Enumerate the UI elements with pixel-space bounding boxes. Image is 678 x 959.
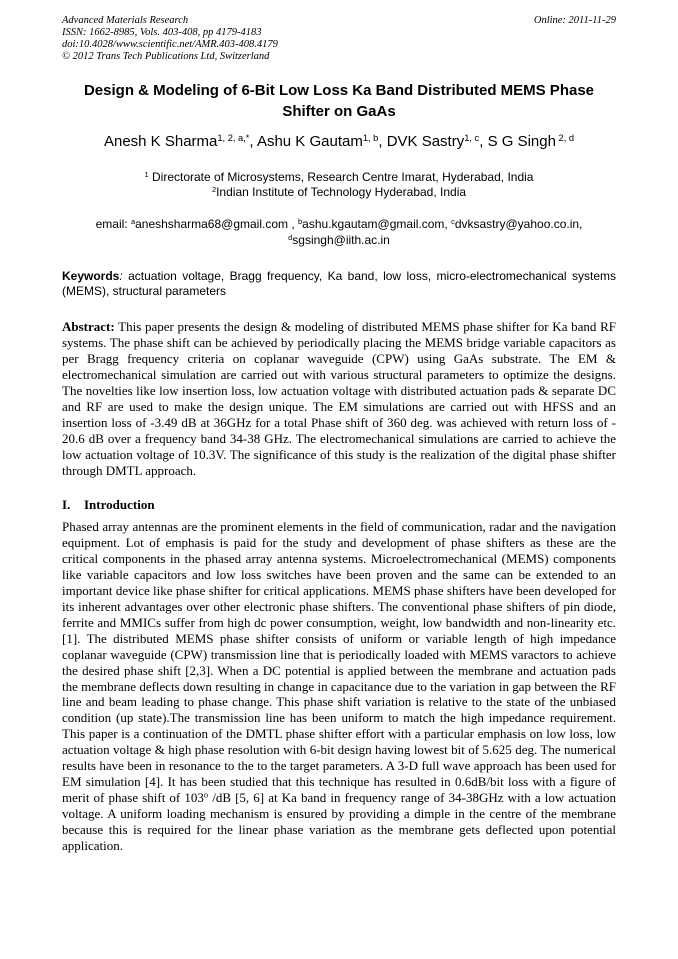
abstract-text: This paper presents the design & modeling of distributed MEMS phase shifter for Ka band RF systems. The phase shift can be achieved by periodically placing the MEMS bridge variable capacitors as per Bragg frequency criteria on coplanar waveguide (CPW) using GaAs substrate. The EM & electromechanical simulation are carried out with various structural parameters to optimize the designs. The novelties like low insertion loss, low actuation voltage with distributed actuation pads & separate DC and RF are used to make the design unique. The EM simulations are carried out with HFSS and an insertion loss of -3.49 dB at 36GHz for a total Phase shift of 360 deg. was achieved with return loss of - 20.6 dB over a frequency band 34-38 GHz. The electromechanical simulations are carried to achieve the low actuation voltage of 10.3V. The significance of this study is the realization of the digital phase shifter through DMTL approach.: [62, 319, 616, 478]
affiliation: [62, 170, 616, 185]
online-date: Online: 2011-11-29: [533, 15, 616, 26]
affiliation-num: 1: [144, 169, 149, 179]
journal-copyright: © 2012 Trans Tech Publications Ltd, Switzerland: [62, 51, 270, 62]
author-name: DVK Sastry: [386, 133, 465, 150]
email-address[interactable]: sgsingh@iith.ac.in: [292, 233, 390, 247]
journal-header: [62, 15, 278, 63]
author-name: Anesh K Sharma: [103, 133, 218, 150]
author-sep: ,: [479, 133, 488, 150]
keywords-colon: :: [119, 269, 123, 283]
intro-text-part: /dB [5, 6] at Ka band in frequency range of 34-38GHz with a low actuation voltage. A uniform loading mechanism is ensured by providing a dimple in the centre of the membrane because this is required for the linear phase variation as the membrane gets deflected upon potential application.: [62, 790, 616, 854]
email-list: [62, 216, 616, 248]
affiliation-text: Directorate of Microsystems, Research Centre Imarat, Hyderabad, India: [148, 170, 534, 184]
affiliation-text: Indian Institute of Technology Hyderabad, India: [216, 185, 467, 199]
keywords-text: actuation voltage, Bragg frequency, Ka band, low loss, micro-electromechanical systems (MEMS), structural parameters: [62, 269, 616, 298]
affiliation: [62, 185, 616, 200]
email-sup: a: [130, 216, 136, 226]
keywords: [62, 269, 616, 299]
author-sup: 1, 2, a,*: [217, 132, 250, 143]
email-sep: ,: [288, 217, 299, 231]
email-sup: c: [451, 216, 455, 226]
author-name: Ashu K Gautam: [256, 133, 363, 150]
section-title: Introduction: [84, 497, 155, 512]
author-list: [62, 132, 616, 152]
email-address[interactable]: dvksastry@yahoo.co.in,: [454, 217, 583, 231]
author-sep: ,: [378, 133, 387, 150]
affiliation-num: 2: [211, 184, 217, 194]
author-name: S G Singh: [487, 133, 556, 150]
email-sup: b: [298, 216, 303, 226]
author-sep: ,: [249, 133, 257, 150]
journal-issn: ISSN: 1662-8985, Vols. 403-408, pp 4179-4183: [62, 27, 262, 38]
author-sup: 1, c: [464, 132, 480, 143]
keywords-label: Keywords: [62, 269, 120, 283]
email-address[interactable]: aneshsharma68@gmail.com: [135, 217, 289, 231]
author-sup: 2, d: [555, 132, 575, 143]
paper-title: Design & Modeling of 6-Bit Low Loss Ka Band Distributed MEMS Phase Shifter on GaAs: [83, 82, 595, 120]
email-address[interactable]: ashu.kgautam@gmail.com: [302, 217, 445, 231]
section-heading: [62, 497, 155, 513]
abstract-label: Abstract:: [62, 319, 115, 334]
affiliations: [62, 170, 616, 200]
section-number: I.: [62, 497, 71, 512]
intro-text-part: Phased array antennas are the prominent elements in the field of communication, radar and the navigation equipment. Lot of emphasis is paid for the study and development of phase shifters as these are the critical components in the phased array antenna systems. Microelectromechanical (MEMS) components like variable capacitors and low loss switches have been proven and the same can be extended to an important device like phase shifter for critical applications. MEMS phase shifters have been developed for its inherent advantages over other electronic phase shifters. The conventional phase shifters of pin diode, ferrite and MMICs suffer from high dc power consumption, weight, low bandwidth and non-linearity etc. [1]. The distributed MEMS phase shifter consists of uniform or variable length of high impedance coplanar waveguide (CPW) transmission line that is periodically loaded with MEMS varactors to achieve the desired phase shift [2,3]. When a DC potential is applied between the membrane and actuation pads the membrane deflects down resulting in change in capacitance due to the variation in gap between the RF line and beam leading to phase change. This phase shift variation is relative to the state of the unbiased condition (up state).The transmission line has been uniform to match the high impedance requirement. This paper is a continuation of the DMTL phase shifter effort with a particular emphasis on low loss, low actuation voltage & high phase resolution with 6-bit design having lowest bit of 5.625 deg. The numerical results have been in resonance to the to the target parameters. A 3-D full wave approach has been used for EM simulation [4]. It has been studied that this technique has resulted in 0.6dB/bit loss with a figure of merit of phase shift of 103: [62, 519, 616, 806]
abstract: [62, 319, 616, 479]
journal-doi: doi:10.4028/www.scientific.net/AMR.403-408.4179: [62, 39, 278, 50]
email-sup: d: [288, 232, 293, 242]
degree-sup: o: [203, 789, 209, 800]
email-sep: ,: [444, 217, 452, 231]
introduction-text: [62, 519, 616, 854]
journal-name: Advanced Materials Research: [62, 15, 189, 26]
email-label: email:: [95, 217, 131, 231]
author-sup: 1, b: [362, 132, 379, 143]
